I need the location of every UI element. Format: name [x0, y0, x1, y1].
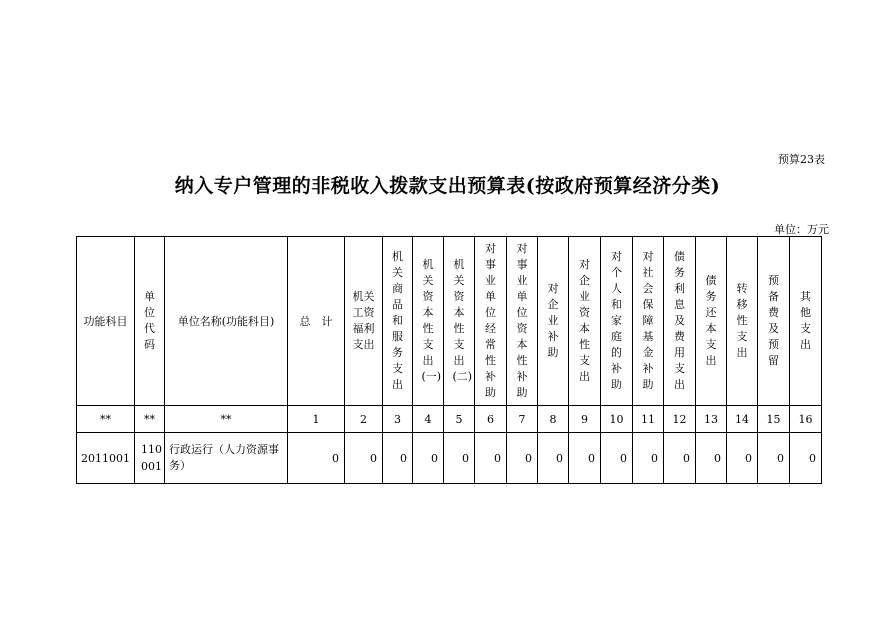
column-number-cell: 16 [790, 406, 822, 433]
column-number-cell: 11 [633, 406, 664, 433]
column-header-1 [135, 237, 165, 406]
column-number-cell: 15 [758, 406, 790, 433]
value-cell: 0 [507, 433, 538, 484]
budget-table [76, 236, 822, 484]
column-header-label: 总 计 [299, 314, 333, 328]
column-number-cell: 9 [569, 406, 601, 433]
column-header-label: 对事业单位经常性补助 [485, 242, 496, 399]
column-header-16 [727, 237, 758, 406]
column-number-cell: ** [165, 406, 288, 433]
value-cell: 0 [601, 433, 633, 484]
column-number-cell: ** [135, 406, 165, 433]
column-header-4 [345, 237, 383, 406]
column-number-cell: 6 [475, 406, 507, 433]
column-header-label: 对企业补助 [547, 282, 559, 359]
column-header-label: 预备费及预留 [768, 274, 779, 367]
value-cell: 0 [383, 433, 413, 484]
value-cell: 0 [345, 433, 383, 484]
value-cell: 0 [664, 433, 696, 484]
column-header-label: 机关商品和服务支出 [392, 250, 403, 391]
column-header-label: 对社会保障基金补助 [642, 250, 654, 391]
page-title: 纳入专户管理的非税收入拨款支出预算表(按政府预算经济分类) [174, 175, 721, 197]
column-number-cell: 10 [601, 406, 633, 433]
column-number-row [77, 406, 822, 433]
column-header-11 [569, 237, 601, 406]
column-header-9 [507, 237, 538, 406]
column-header-3 [288, 237, 345, 406]
value-cell: 0 [444, 433, 475, 484]
value-cell: 0 [288, 433, 345, 484]
value-cell: 0 [633, 433, 664, 484]
column-header-15 [696, 237, 727, 406]
column-header-label: 单位代码 [144, 290, 155, 351]
column-number-cell: 13 [696, 406, 727, 433]
column-header-2 [165, 237, 288, 406]
column-header-0 [77, 237, 135, 406]
column-header-label: 机关资本性支出(二) [452, 258, 473, 383]
value-cell: 0 [538, 433, 569, 484]
column-header-18 [790, 237, 822, 406]
table-row [77, 433, 822, 484]
column-header-6 [413, 237, 444, 406]
value-cell: 0 [696, 433, 727, 484]
column-number-cell: 4 [413, 406, 444, 433]
column-number-cell: 8 [538, 406, 569, 433]
column-number-cell: ** [77, 406, 135, 433]
column-number-cell: 5 [444, 406, 475, 433]
column-header-7 [444, 237, 475, 406]
column-header-8 [475, 237, 507, 406]
column-header-5 [383, 237, 413, 406]
column-header-label: 对企业资本性支出 [579, 258, 590, 383]
value-cell: 0 [790, 433, 822, 484]
column-header-12 [601, 237, 633, 406]
column-header-label: 转移性支出 [736, 282, 748, 359]
column-header-label: 机关资本性支出(一) [421, 258, 442, 383]
column-header-14 [664, 237, 696, 406]
column-number-cell: 12 [664, 406, 696, 433]
unit-label: 单位：万元 [774, 223, 829, 236]
column-header-label: 其他支出 [800, 290, 811, 351]
value-cell: 0 [758, 433, 790, 484]
column-number-cell: 14 [727, 406, 758, 433]
column-header-17 [758, 237, 790, 406]
column-header-label: 功能科目 [83, 314, 128, 328]
value-cell: 0 [727, 433, 758, 484]
column-header-10 [538, 237, 569, 406]
value-cell: 0 [569, 433, 601, 484]
column-header-label: 对个人和家庭的补助 [611, 250, 622, 391]
column-header-13 [633, 237, 664, 406]
header-row [77, 237, 822, 406]
column-header-label: 单位名称(功能科目) [177, 314, 275, 328]
value-cell: 0 [475, 433, 507, 484]
column-number-cell: 3 [383, 406, 413, 433]
column-header-label: 债务利息及费用支出 [674, 250, 685, 391]
unit-code-cell: 110001 [135, 433, 165, 484]
page-number: 预算23表 [778, 153, 825, 166]
column-header-label: 对事业单位资本性补助 [516, 242, 528, 399]
column-number-cell: 7 [507, 406, 538, 433]
column-number-cell: 1 [288, 406, 345, 433]
column-number-cell: 2 [345, 406, 383, 433]
unit-name-cell: 行政运行（人力资源事务） [165, 433, 288, 484]
column-header-label: 债务还本支出 [705, 274, 717, 367]
value-cell: 0 [413, 433, 444, 484]
function-code-cell: 2011001 [77, 433, 135, 484]
column-header-label: 机关工资福利支出 [352, 290, 375, 351]
